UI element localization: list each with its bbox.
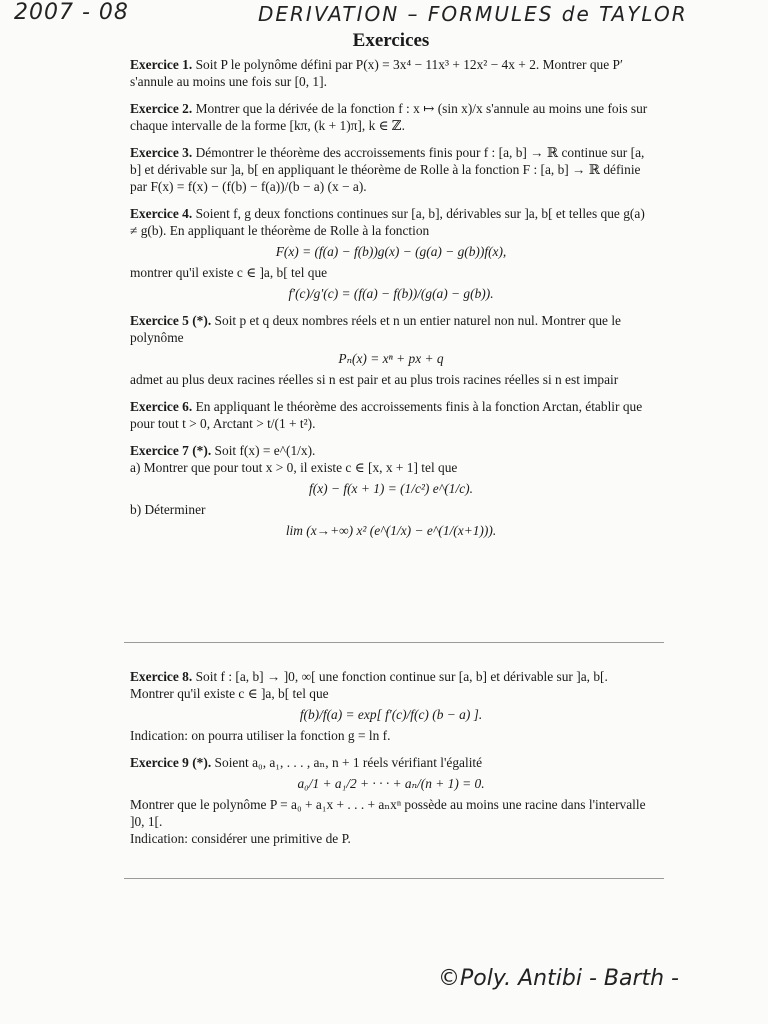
exercise-text: admet au plus deux racines réelles si n est pair et au plus trois racines réelles si n est impair: [130, 372, 619, 387]
exercise-label: Exercice 8.: [130, 669, 193, 684]
exercise-sheet: [130, 32, 652, 549]
exercise-text: Soient f, g deux fonctions continues sur [a, b], dérivables sur ]a, b[ et telles que g(a) ≠ g(b). En appliquant le théorème de Rolle à la fonction: [130, 206, 645, 238]
exercise-9: [130, 754, 652, 847]
exercise-text: montrer qu'il existe c ∈ ]a, b[ tel que: [130, 265, 328, 280]
exercise-1: [130, 56, 652, 90]
page-title: Exercices: [352, 30, 430, 51]
exercise-part-b: b) Déterminer: [130, 502, 206, 517]
exercise-label: Exercice 1.: [130, 57, 193, 72]
equation: f(x) − f(x + 1) = (1/c²) e^(1/c).: [309, 481, 473, 496]
equation: f(b)/f(a) = exp[ f′(c)/f(c) (b − a) ].: [299, 707, 483, 722]
exercise-part-a: a) Montrer que pour tout x > 0, il existe c ∈ [x, x + 1] tel que: [130, 460, 458, 475]
exercise-label: Exercice 5 (*).: [130, 313, 212, 328]
exercise-label: Exercice 6.: [130, 399, 193, 414]
handwritten-heading: DERIVATION – FORMULES de TAYLOR: [258, 2, 688, 26]
exercise-4: [130, 205, 652, 302]
exercise-text: Soit f(x) = e^(1/x).: [214, 443, 316, 458]
exercise-3: [130, 144, 652, 195]
exercise-hint: Indication: on pourra utiliser la fonction g = ln f.: [130, 728, 391, 743]
exercise-label: Exercice 7 (*).: [130, 443, 212, 458]
exercise-7: [130, 442, 652, 539]
exercise-6: [130, 398, 652, 432]
exercise-label: Exercice 4.: [130, 206, 193, 221]
equation: Pₙ(x) = xⁿ + px + q: [338, 351, 444, 366]
equation: F(x) = (f(a) − f(b))g(x) − (g(a) − g(b))f(x),: [275, 244, 507, 259]
exercise-label: Exercice 3.: [130, 145, 193, 160]
exercise-5: [130, 312, 652, 388]
exercise-sheet-continued: [130, 668, 652, 857]
divider: [124, 878, 664, 879]
exercise-text: Montrer que la dérivée de la fonction f : x ↦ (sin x)/x s'annule au moins une fois sur chaque intervalle de la forme [kπ, (k + 1)π], k ∈ ℤ.: [130, 101, 648, 133]
exercise-8: [130, 668, 652, 744]
exercise-label: Exercice 9 (*).: [130, 755, 212, 770]
exercise-text: Soit p et q deux nombres réels et n un entier naturel non nul. Montrer que le polynôme: [130, 313, 621, 345]
exercise-hint: Indication: considérer une primitive de P.: [130, 831, 351, 846]
exercise-text: Soit P le polynôme défini par P(x) = 3x⁴ − 11x³ + 12x² − 4x + 2. Montrer que P′ s'annule au moins une fois sur [0, 1].: [130, 57, 623, 89]
equation: lim (x→+∞) x² (e^(1/x) − e^(1/(x+1))).: [285, 523, 497, 538]
exercise-2: [130, 100, 652, 134]
equation: f′(c)/g′(c) = (f(a) − f(b))/(g(a) − g(b)).: [288, 286, 494, 301]
exercise-label: Exercice 2.: [130, 101, 193, 116]
exercise-text: En appliquant le théorème des accroissements finis à la fonction Arctan, établir que pour tout t > 0, Arctant > t/(1 + t²).: [130, 399, 643, 431]
handwritten-year: 2007 - 08: [14, 0, 129, 25]
exercise-text: Soient a₀, a₁, . . . , aₙ, n + 1 réels vérifiant l'égalité: [214, 755, 483, 770]
equation: a₀/1 + a₁/2 + · · · + aₙ/(n + 1) = 0.: [297, 776, 485, 791]
handwritten-signature: ©Poly. Antibi - Barth -: [438, 966, 679, 991]
exercise-text: Soit f : [a, b] → ]0, ∞[ une fonction continue sur [a, b] et dérivable sur ]a, b[. Montrer qu'il existe c ∈ ]a, b[ tel que: [130, 669, 608, 701]
exercise-text: Démontrer le théorème des accroissements finis pour f : [a, b] → ℝ continue sur [a, b] et dérivable sur ]a, b[ en appliquant le théorème de Rolle à la fonction F : [a, b] → ℝ définie par F(x) = f(x) − (f(b) − f(a))/(b − a) (x − a).: [130, 145, 645, 194]
exercise-text: Montrer que le polynôme P = a₀ + a₁x + . . . + aₙxⁿ possède au moins une racine dans l'intervalle ]0, 1[.: [130, 797, 646, 829]
divider: [124, 642, 664, 643]
